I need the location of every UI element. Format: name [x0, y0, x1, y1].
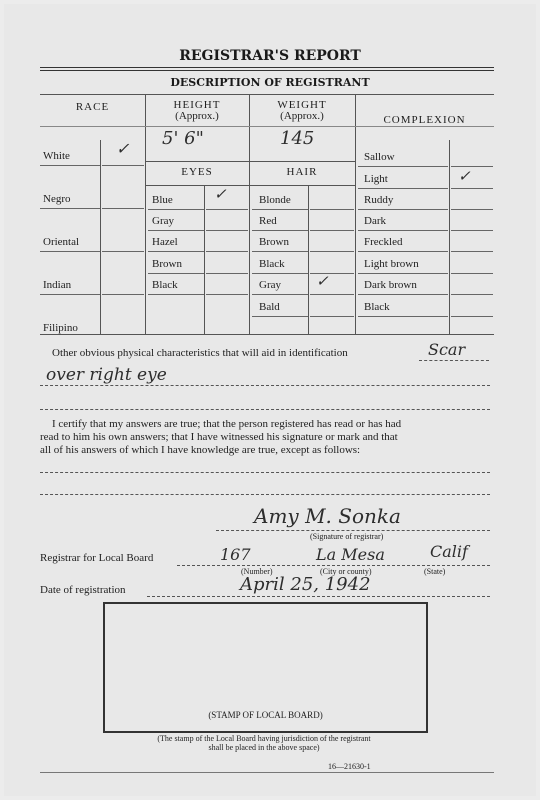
signature-caption: (Signature of registrar) — [310, 532, 384, 541]
other-line-3 — [40, 409, 490, 410]
complexion-checkbox-rule — [451, 209, 493, 210]
complexion-option-freckled: Freckled — [364, 236, 403, 248]
race-checkbox-rule — [102, 251, 144, 252]
race-option-negro: Negro — [43, 193, 71, 205]
state-caption: (State) — [424, 567, 446, 576]
hair-checkbox-rule — [310, 230, 354, 231]
hair-checkbox-rule — [310, 316, 354, 317]
hair-option-rule — [252, 230, 308, 231]
race-option-rule — [40, 294, 100, 295]
complexion-option-black: Black — [364, 301, 390, 313]
hair-option-rule — [252, 251, 308, 252]
weight-header: WEIGHT — [277, 99, 327, 111]
stamp-note-line-2: shall be placed in the above space) — [208, 743, 320, 752]
other-characteristics-label: Other obvious physical characteristics that will aid in identification — [52, 347, 348, 359]
complexion-option-light: Light — [364, 173, 388, 185]
race-option-oriental: Oriental — [43, 236, 80, 248]
exception-line-2 — [40, 494, 490, 495]
race-option-indian: Indian — [43, 279, 72, 291]
complexion-option-rule — [358, 188, 448, 189]
race-option-white: White — [43, 150, 70, 162]
eyes-blue-check: ✓ — [214, 185, 227, 203]
eye-option-gray: Gray — [152, 215, 174, 227]
eye-checkbox-rule — [206, 209, 248, 210]
col-divider — [100, 140, 101, 334]
complexion-option-dark-brown: Dark brown — [364, 279, 417, 291]
local-board-line — [177, 565, 490, 566]
col-divider — [355, 94, 356, 334]
eye-option-brown: Brown — [152, 258, 182, 270]
race-checkbox-rule — [102, 208, 144, 209]
weight-approx: (Approx.) — [280, 110, 324, 122]
other-line-2 — [40, 385, 490, 386]
other-entry-line2: over right eye — [46, 365, 167, 385]
board-number-entry: 167 — [220, 545, 251, 564]
complexion-option-dark: Dark — [364, 215, 386, 227]
form-title: REGISTRAR'S REPORT — [179, 48, 361, 64]
complexion-option-light-brown: Light brown — [364, 258, 419, 270]
col-divider — [204, 185, 205, 334]
local-board-label: Registrar for Local Board — [40, 552, 154, 564]
other-entry-line1: Scar — [428, 340, 466, 359]
eye-option-rule — [148, 209, 204, 210]
date-label: Date of registration — [40, 584, 126, 596]
certify-line-2: read to him his own answers; that I have witnessed his signature or mark and that — [40, 431, 398, 443]
eye-checkbox-rule — [206, 230, 248, 231]
board-city-entry: La Mesa — [316, 545, 385, 564]
exception-line-1 — [40, 472, 490, 473]
date-line — [147, 596, 490, 597]
eye-option-hazel: Hazel — [152, 236, 178, 248]
eye-checkbox-rule — [206, 273, 248, 274]
complexion-option-rule — [358, 273, 448, 274]
complexion-option-rule — [358, 230, 448, 231]
section-rule — [40, 94, 494, 95]
eyes-header: EYES — [181, 166, 213, 178]
height-header: HEIGHT — [173, 99, 221, 111]
stamp-label: (STAMP OF LOCAL BOARD) — [208, 710, 323, 720]
eye-option-rule — [148, 251, 204, 252]
complexion-checkbox-rule — [451, 188, 493, 189]
complexion-option-sallow: Sallow — [364, 151, 395, 163]
certify-line-1: I certify that my answers are true; that the person registered has read or has had — [52, 418, 402, 430]
hair-option-rule — [252, 316, 308, 317]
height-approx: (Approx.) — [175, 110, 219, 122]
complexion-checkbox-rule — [451, 273, 493, 274]
eyes-hair-header-bottom — [145, 185, 355, 186]
footer-rule — [40, 772, 494, 773]
race-option-rule — [40, 165, 100, 166]
col-divider — [308, 185, 309, 334]
complexion-option-ruddy: Ruddy — [364, 194, 394, 206]
eye-checkbox-rule — [206, 294, 248, 295]
complexion-checkbox-rule — [451, 230, 493, 231]
registration-date-entry: April 25, 1942 — [240, 574, 371, 595]
header-rule — [40, 126, 494, 127]
race-white-check: ✓ — [116, 139, 130, 158]
hair-option-rule — [252, 273, 308, 274]
eye-option-blue: Blue — [152, 194, 173, 206]
eyes-hair-header-top — [145, 161, 355, 162]
hair-gray-check: ✓ — [316, 272, 329, 290]
signature-line — [216, 530, 490, 531]
hair-option-brown: Brown — [259, 236, 289, 248]
race-checkbox-rule — [102, 294, 144, 295]
city-caption: (City or county) — [320, 567, 372, 576]
registrar-report-card — [4, 4, 536, 796]
hair-option-rule — [252, 209, 308, 210]
col-divider — [249, 94, 250, 334]
title-rule-top — [40, 67, 494, 68]
eye-option-black: Black — [152, 279, 178, 291]
number-caption: (Number) — [241, 567, 273, 576]
table-bottom-rule — [40, 334, 494, 335]
col-divider — [449, 140, 450, 334]
complexion-checkbox-rule — [451, 316, 493, 317]
eye-checkbox-rule — [206, 251, 248, 252]
hair-option-bald: Bald — [259, 301, 280, 313]
complexion-header: COMPLEXION — [383, 114, 466, 126]
complexion-light-check: ✓ — [458, 167, 471, 185]
complexion-option-rule — [358, 251, 448, 252]
complexion-checkbox-rule — [451, 294, 493, 295]
title-rule-bottom — [40, 70, 494, 71]
registrar-signature: Amy M. Sonka — [254, 504, 401, 528]
hair-option-rule — [252, 294, 308, 295]
complexion-option-rule — [358, 166, 448, 167]
height-entry: 5' 6" — [162, 128, 204, 149]
hair-checkbox-rule — [310, 294, 354, 295]
hair-checkbox-rule — [310, 251, 354, 252]
race-option-rule — [40, 208, 100, 209]
hair-option-black: Black — [259, 258, 285, 270]
race-option-filipino: Filipino — [43, 322, 78, 334]
hair-option-gray: Gray — [259, 279, 281, 291]
eye-option-rule — [148, 273, 204, 274]
form-number: 16—21630-1 — [328, 762, 371, 771]
eye-option-rule — [148, 294, 204, 295]
complexion-option-rule — [358, 294, 448, 295]
stamp-note-line-1: (The stamp of the Local Board having jurisdiction of the registrant — [157, 734, 371, 743]
col-divider — [145, 94, 146, 334]
complexion-checkbox-rule — [451, 251, 493, 252]
section-title: DESCRIPTION OF REGISTRANT — [170, 76, 370, 89]
other-line-1 — [419, 360, 489, 361]
race-header: RACE — [75, 101, 110, 113]
eye-option-rule — [148, 230, 204, 231]
complexion-option-rule — [358, 209, 448, 210]
race-checkbox-rule — [102, 165, 144, 166]
complexion-option-rule — [358, 316, 448, 317]
hair-option-blonde: Blonde — [259, 194, 291, 206]
hair-header: HAIR — [286, 166, 318, 178]
certify-line-3: all of his answers of which I have knowledge are true, except as follows: — [40, 444, 361, 456]
weight-entry: 145 — [280, 128, 315, 149]
board-state-entry: Calif — [430, 542, 468, 561]
race-option-rule — [40, 251, 100, 252]
hair-checkbox-rule — [310, 209, 354, 210]
hair-option-red: Red — [259, 215, 277, 227]
